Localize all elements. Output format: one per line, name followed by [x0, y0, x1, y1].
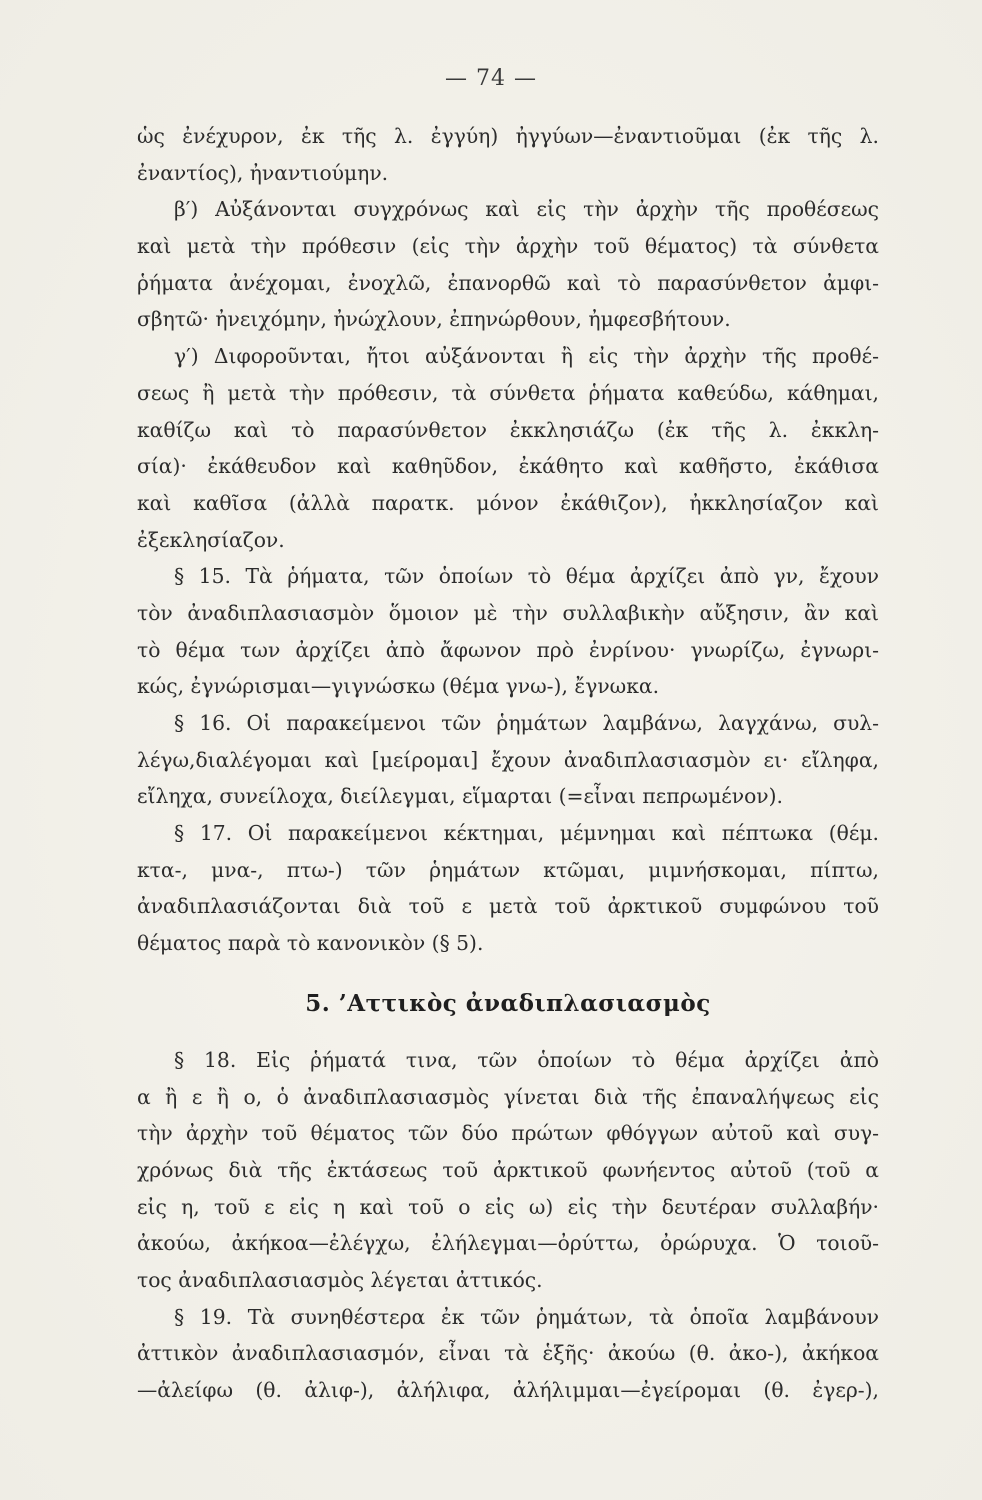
text-line: λέγω,διαλέγομαι καὶ [μείρομαι] ἔχουν ἀναδιπλασιασμὸν ει· εἴληφα,	[137, 747, 879, 772]
page-number: — 74 —	[445, 66, 537, 91]
text-line: ἐναντίος), ἠναντιούμην.	[137, 160, 389, 185]
text-line: τὸν ἀναδιπλασιασμὸν ὅμοιον μὲ τὴν συλλαβικὴν αὔξησιν, ἂν καὶ	[137, 600, 879, 625]
text-line: σεως ἢ μετὰ τὴν πρόθεσιν, τὰ σύνθετα ῥήματα καθεύδω, κάθημαι,	[137, 380, 879, 405]
section-heading: 5. ’Αττικὸς ἀναδιπλασιασμὸς	[305, 989, 711, 1017]
body-text	[137, 118, 879, 1409]
text-line: καθίζω καὶ τὸ παρασύνθετον ἐκκλησιάζω (ἐκ τῆς λ. ἐκκλη-	[137, 417, 879, 442]
text-line: § 19. Τὰ συνηθέστερα ἐκ τῶν ῥημάτων, τὰ ὁποῖα λαμβάνουν	[174, 1304, 879, 1329]
text-line: ῥήματα ἀνέχομαι, ἐνοχλῶ, ἐπανορθῶ καὶ τὸ παρασύνθετον ἀμφι-	[137, 270, 879, 295]
text-line: καὶ καθῖσα (ἀλλὰ παρατκ. μόνον ἐκάθιζον), ἠκκλησίαζον καὶ	[137, 490, 879, 515]
text-line: θέματος παρὰ τὸ κανονικὸν (§ 5).	[137, 931, 484, 956]
text-line: τος ἀναδιπλασιασμὸς λέγεται ἀττικός.	[137, 1267, 543, 1292]
text-line: § 17. Οἱ παρακείμενοι κέκτημαι, μέμνημαι καὶ πέπτωκα (θέμ.	[174, 821, 879, 846]
text-line: § 15. Τὰ ῥήματα, τῶν ὁποίων τὸ θέμα ἀρχίζει ἀπὸ γν, ἔχουν	[174, 564, 879, 589]
text-line: σία)· ἐκάθευδον καὶ καθηῦδον, ἐκάθητο καὶ καθῆστο, ἐκάθισα	[137, 454, 879, 479]
text-line: σβητῶ· ἠνειχόμην, ἠνώχλουν, ἐπηνώρθουν, ἠμφεσβήτουν.	[137, 307, 731, 332]
text-line: β′) Αὐξάνονται συγχρόνως καὶ εἰς τὴν ἀρχὴν τῆς προθέσεως	[174, 197, 879, 222]
text-line: τὴν ἀρχὴν τοῦ θέματος τῶν δύο πρώτων φθόγγων αὐτοῦ καὶ συγ-	[137, 1121, 879, 1146]
text-line: τὸ θέμα των ἀρχίζει ἀπὸ ἄφωνον πρὸ ἐνρίνου· γνωρίζω, ἐγνωρι-	[137, 637, 879, 662]
text-line: ἀττικὸν ἀναδιπλασιασμόν, εἶναι τὰ ἑξῆς· ἀκούω (θ. ἀκο-), ἀκήκοα	[137, 1341, 879, 1366]
text-line: εἰς η, τοῦ ε εἰς η καὶ τοῦ ο εἰς ω) εἰς τὴν δευτέραν συλλαβήν·	[137, 1194, 879, 1219]
text-line: § 16. Οἱ παρακείμενοι τῶν ῥημάτων λαμβάνω, λαγχάνω, συλ-	[174, 711, 879, 735]
text-line: καὶ μετὰ τὴν πρόθεσιν (εἰς τὴν ἀρχὴν τοῦ θέματος) τὰ σύνθετα	[137, 234, 879, 259]
text-line: ὡς ἐνέχυρον, ἐκ τῆς λ. ἐγγύη) ἠγγύων—ἐναντιοῦμαι (ἐκ τῆς λ.	[137, 124, 879, 148]
text-line: χρόνως διὰ τῆς ἐκτάσεως τοῦ ἀρκτικοῦ φωνήεντος αὐτοῦ (τοῦ α	[137, 1157, 879, 1182]
text-line: εἴληχα, συνείλοχα, διείλεγμαι, εἵμαρται (=εἶναι πεπρωμένον).	[137, 784, 783, 809]
text-line: ἀναδιπλασιάζονται διὰ τοῦ ε μετὰ τοῦ ἀρκτικοῦ συμφώνου τοῦ	[137, 894, 879, 919]
text-line: § 18. Εἰς ῥήματά τινα, τῶν ὁποίων τὸ θέμα ἀρχίζει ἀπὸ	[174, 1047, 879, 1072]
text-line: —ἀλείφω (θ. ἀλιφ-), ἀλήλιφα, ἀλήλιμμαι—ἐγείρομαι (θ. ἐγερ-),	[137, 1378, 879, 1402]
text-line: κτα-, μνα-, πτω-) τῶν ῥημάτων κτῶμαι, μιμνήσκομαι, πίπτω,	[137, 857, 879, 882]
text-line: α ἢ ε ἢ ο, ὁ ἀναδιπλασιασμὸς γίνεται διὰ τῆς ἐπαναλήψεως εἰς	[137, 1084, 879, 1109]
text-line: γ′) Διφοροῦνται, ἤτοι αὐξάνονται ἢ εἰς τὴν ἀρχὴν τῆς προθέ-	[174, 344, 879, 369]
text-line: κώς, ἐγνώρισμαι—γιγνώσκω (θέμα γνω-), ἔγνωκα.	[137, 674, 660, 699]
text-line: ἐξεκλησίαζον.	[137, 527, 285, 552]
text-line: ἀκούω, ἀκήκοα—ἐλέγχω, ἐλήλεγμαι—ὀρύττω, ὀρώρυχα. Ὁ τοιοῦ-	[137, 1231, 879, 1256]
